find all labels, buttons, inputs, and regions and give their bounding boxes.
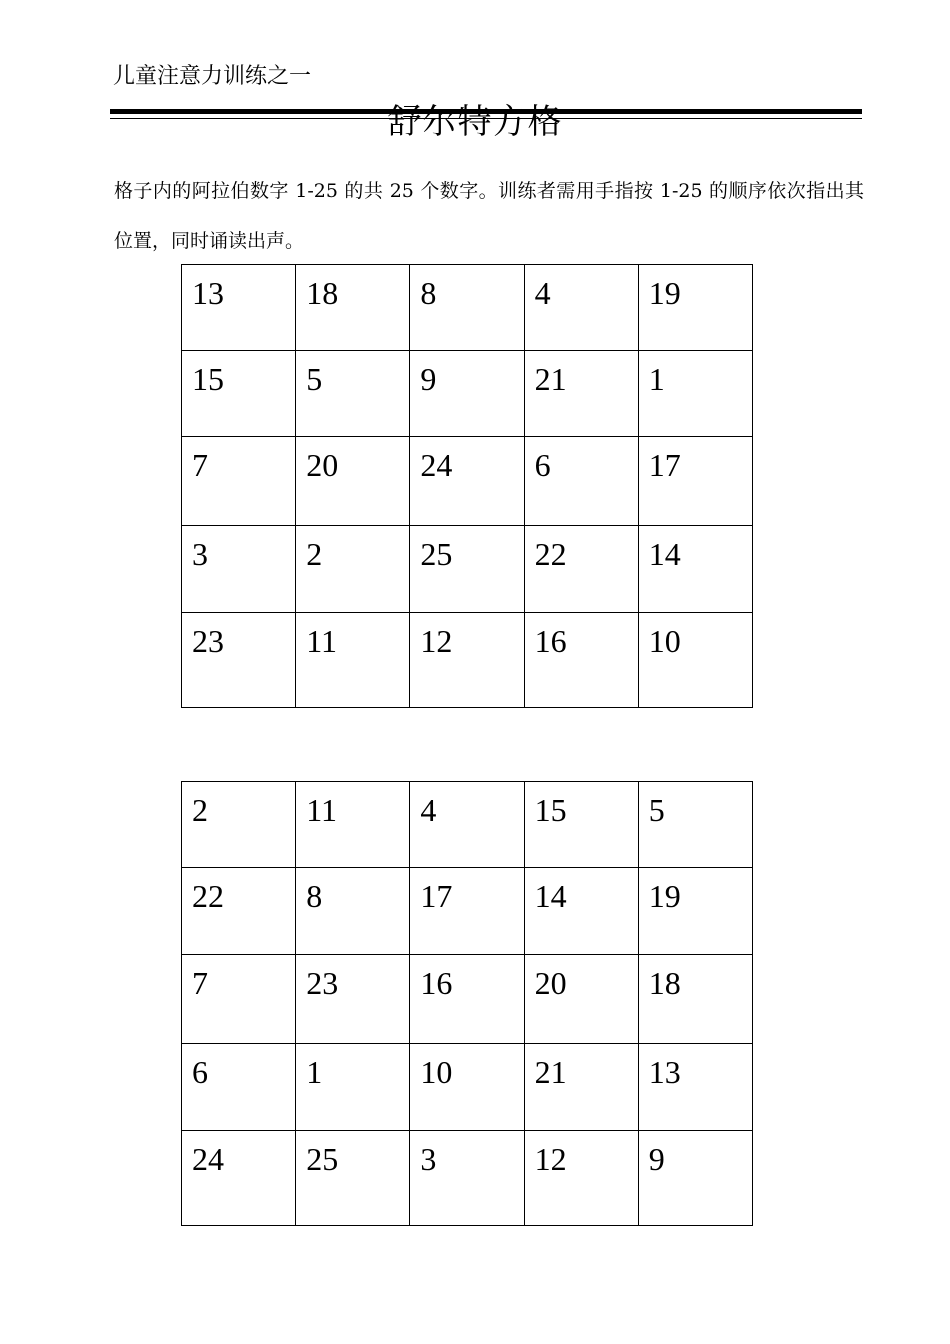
grid-cell: 24 [182,1131,296,1226]
grid-row [182,782,753,868]
grid-cell: 3 [182,526,296,613]
grid-cell: 10 [638,613,752,708]
grid-cell: 4 [410,782,524,868]
grid-cell: 4 [524,265,638,351]
grid-row [182,265,753,351]
grid-cell: 19 [638,868,752,955]
grid-cell: 18 [296,265,410,351]
grid-cell: 2 [296,526,410,613]
grid-cell: 7 [182,955,296,1044]
grid-cell: 24 [410,437,524,526]
grid-cell: 12 [410,613,524,708]
grid-row [182,526,753,613]
grid-cell: 12 [524,1131,638,1226]
grid-cell: 23 [182,613,296,708]
grid-cell: 20 [296,437,410,526]
grid-cell: 22 [524,526,638,613]
grid-cell: 6 [182,1044,296,1131]
grid-cell: 1 [638,351,752,437]
grid-cell: 14 [638,526,752,613]
grid-cell: 13 [638,1044,752,1131]
grid-row [182,1044,753,1131]
grid-cell: 1 [296,1044,410,1131]
grid-row [182,437,753,526]
grid-cell: 21 [524,351,638,437]
grid-cell: 6 [524,437,638,526]
grid-row [182,613,753,708]
grid-cell: 22 [182,868,296,955]
grid-cell: 5 [638,782,752,868]
grid-row [182,351,753,437]
page-header-label: 儿童注意力训练之一 [113,64,312,89]
grid-cell: 8 [410,265,524,351]
grid-cell: 9 [410,351,524,437]
grid-row [182,1131,753,1226]
grid-cell: 19 [638,265,752,351]
grid-cell: 2 [182,782,296,868]
grid-cell: 23 [296,955,410,1044]
grid-cell: 10 [410,1044,524,1131]
grid-row [182,955,753,1044]
grid-cell: 16 [410,955,524,1044]
document-title: 舒尔特方格 [387,102,563,142]
grid-cell: 18 [638,955,752,1044]
grid-cell: 17 [410,868,524,955]
grid-cell: 7 [182,437,296,526]
schulte-grid-2 [181,781,753,1226]
grid-cell: 15 [524,782,638,868]
grid-cell: 25 [410,526,524,613]
grid-cell: 11 [296,613,410,708]
grid-cell: 5 [296,351,410,437]
intro-paragraph: 格子内的阿拉伯数字 1-25 的共 25 个数字。训练者需用手指按 1-25 的顺序依次指出其位置，同时诵读出声。 [114,180,864,252]
grid-cell: 17 [638,437,752,526]
grid-cell: 21 [524,1044,638,1131]
grid-cell: 25 [296,1131,410,1226]
grid-cell: 16 [524,613,638,708]
grid-cell: 13 [182,265,296,351]
schulte-grid-1 [181,264,753,708]
grid-cell: 15 [182,351,296,437]
grid-cell: 8 [296,868,410,955]
grid-cell: 11 [296,782,410,868]
grid-row [182,868,753,955]
grid-cell: 9 [638,1131,752,1226]
grid-cell: 14 [524,868,638,955]
grid-cell: 3 [410,1131,524,1226]
grid-cell: 20 [524,955,638,1044]
